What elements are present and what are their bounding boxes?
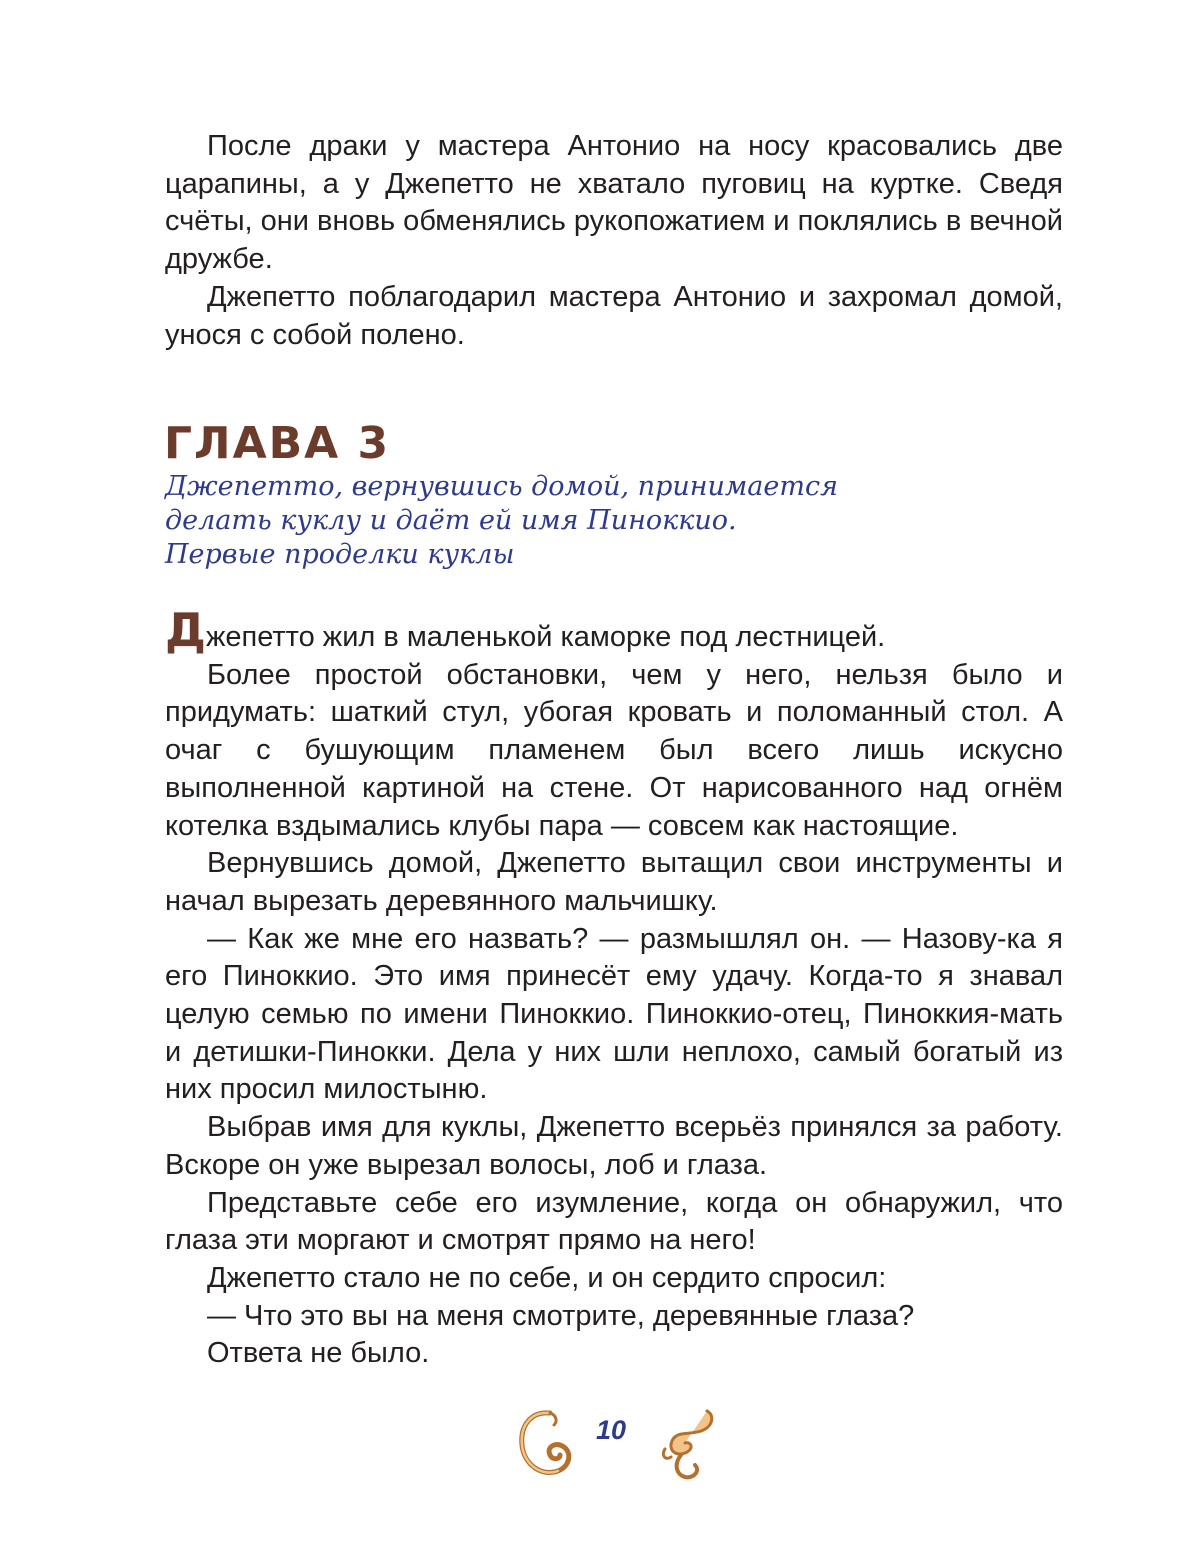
- chapter-subtitle-line: делать куклу и даёт ей имя Пиноккио.: [165, 505, 737, 536]
- paragraph: Вернувшись домой, Джепетто вытащил свои инструменты и начал вырезать деревянного мальчишку.: [165, 847, 1063, 917]
- paragraph: Ответа не было.: [207, 1337, 430, 1370]
- paragraph: Джепетто поблагодарил мастера Антонио и захромал домой, унося с собой полено.: [165, 280, 1063, 351]
- chapter-body: [165, 603, 1063, 1373]
- wood-shaving-curl-icon: [512, 1405, 582, 1485]
- paragraph: Выбрав имя для куклы, Джепетто всерьёз принялся за работу. Вскоре он уже вырезал волосы, лоб и глаза.: [165, 1111, 1063, 1181]
- page-number: 10: [595, 1415, 627, 1445]
- chapter-title: ГЛАВА 3: [164, 418, 391, 469]
- page-footer: [0, 1405, 1193, 1495]
- paragraph: [165, 603, 1063, 657]
- paragraph: Джепетто стало не по себе, и он сердито спросил:: [207, 1261, 887, 1294]
- previous-chapter-ending: [165, 128, 1063, 354]
- chapter-subtitle-line: Первые проделки куклы: [165, 539, 515, 570]
- wood-shaving-curl-icon: [655, 1405, 725, 1485]
- paragraph: После драки у мастера Антонио на носу красовались две царапины, а у Джепетто не хватало пуговиц на куртке. Сведя счёты, они вновь обменялись рукопожатием и поклялись в вечной дружбе.: [165, 130, 1063, 276]
- chapter-subtitle-line: Джепетто, вернувшись домой, принимается: [165, 471, 838, 502]
- chapter-subtitle: [165, 470, 865, 572]
- paragraph: — Что это вы на меня смотрите, деревянные глаза?: [207, 1299, 915, 1332]
- paragraph: Более простой обстановки, чем у него, нельзя было и придумать: шаткий стул, убогая кровать и поломанный стол. А очаг с бушующим пламенем был всего лишь искусно выполненной картиной на стене. От нарисованного над огнём котелка вздымались клубы пара — совсем как настоящие.: [165, 658, 1063, 842]
- paragraph-text: жепетто жил в маленькой каморке под лестницей.: [205, 621, 886, 653]
- drop-cap: Д: [165, 603, 206, 657]
- paragraph: Представьте себе его изумление, когда он обнаружил, что глаза эти моргают и смотрят прямо на него!: [165, 1186, 1063, 1257]
- paragraph: — Как же мне его назвать? — размышлял он. — Назову-ка я его Пиноккио. Это имя принесёт ему удачу. Когда-то я знавал целую семью по имени Пиноккио. Пиноккио-отец, Пиноккия-мать и детишки-Пинокки. Дела у них шли неплохо, самый богатый из них просил милостыню.: [165, 922, 1063, 1106]
